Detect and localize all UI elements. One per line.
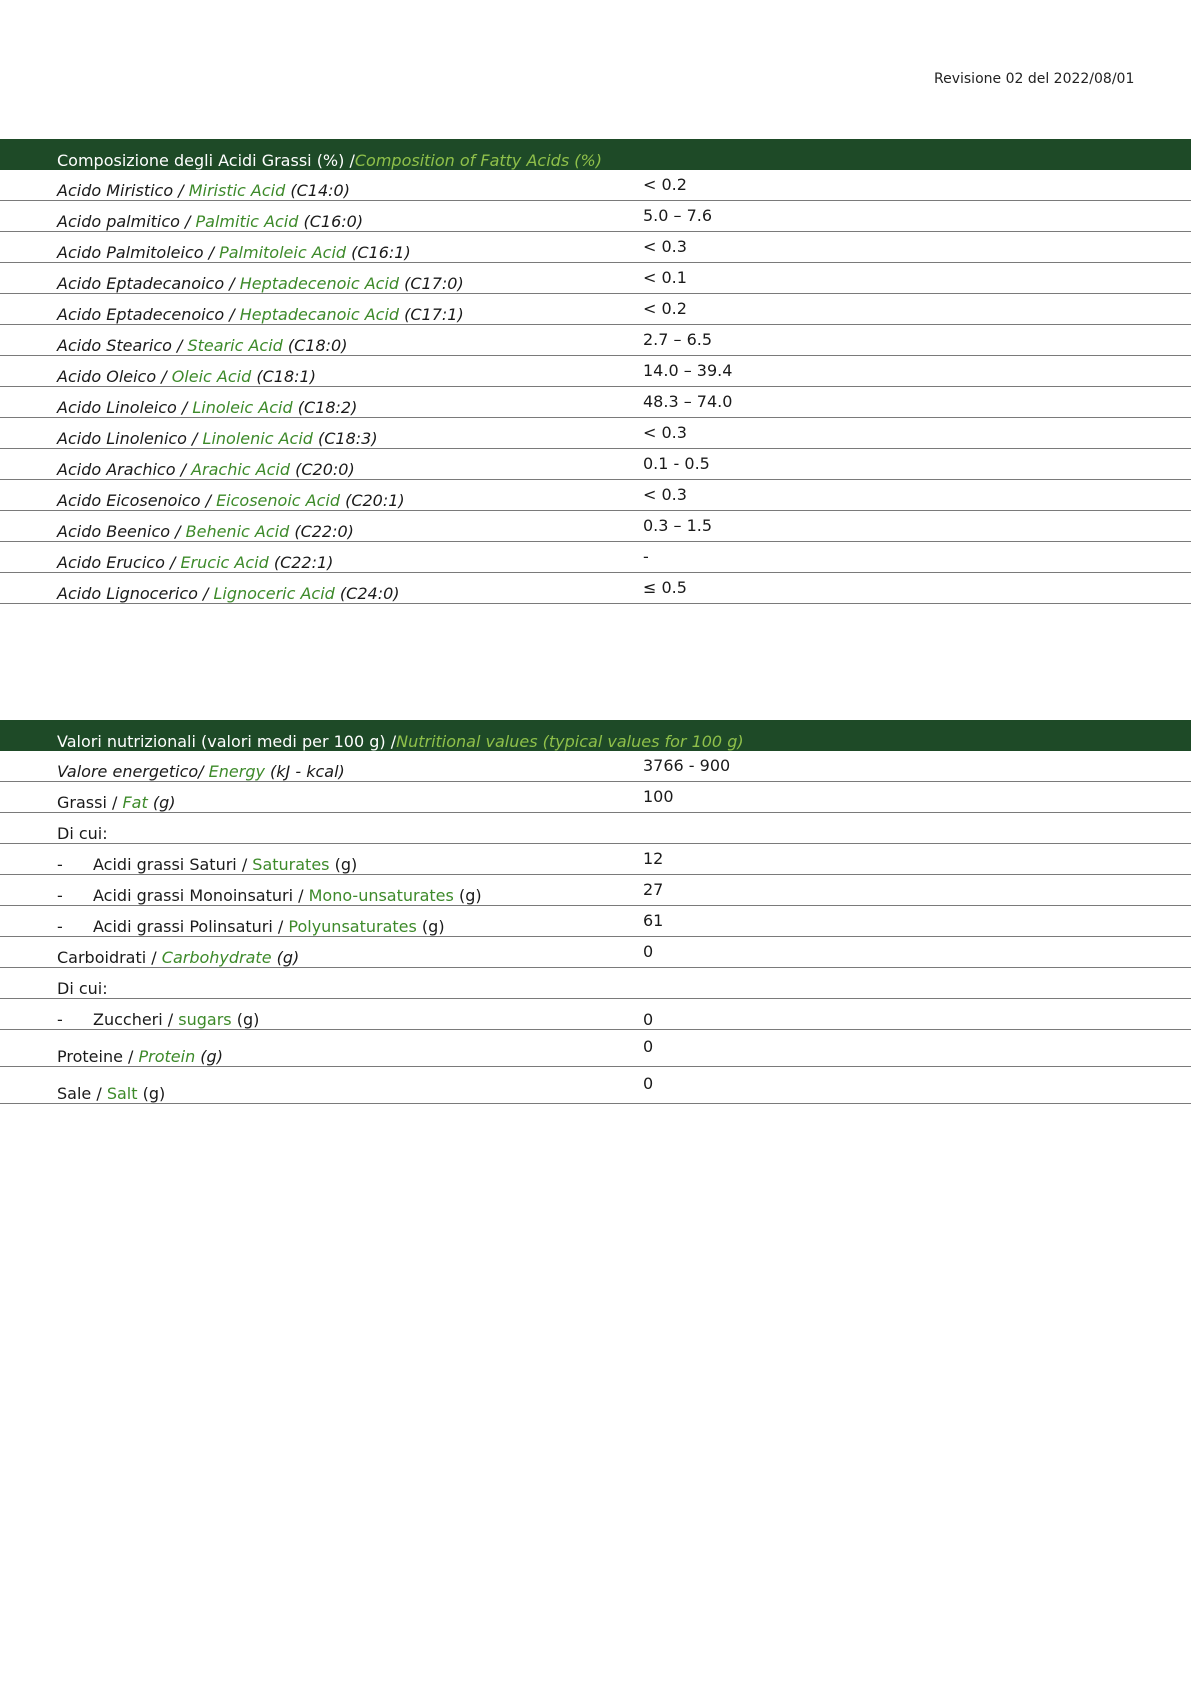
fatty-acid-label: Acido Stearico / Stearic Acid (C18:0) [57, 336, 348, 355]
fatty-acid-label: Acido Linoleico / Linoleic Acid (C18:2) [57, 398, 358, 417]
table-row [0, 573, 1191, 604]
nutrition-header-en: Nutritional values (typical values for 100 g) [396, 732, 744, 751]
table-row [0, 356, 1191, 387]
fatty-acid-label: Acido Arachico / Arachic Acid (C20:0) [57, 460, 355, 479]
fatty-acid-value: 2.7 – 6.5 [643, 330, 713, 349]
fatty-acid-value: 0.3 – 1.5 [643, 516, 713, 535]
protein-label: Proteine / Protein (g) [57, 1047, 223, 1066]
poly-value: 61 [643, 911, 664, 930]
carbs-value: 0 [643, 942, 654, 961]
salt-value: 0 [643, 1074, 654, 1093]
table-row [0, 263, 1191, 294]
sugars-label: Zuccheri / sugars (g) [93, 1010, 260, 1029]
of-which-label: Di cui: [57, 824, 108, 843]
fatty-acid-label: Acido Miristico / Miristic Acid (C14:0) [57, 181, 350, 200]
sugars-value: 0 [643, 1010, 654, 1029]
table-row-protein [0, 1030, 1191, 1067]
fatty-acid-value: ≤ 0.5 [643, 578, 687, 597]
table-row [0, 294, 1191, 325]
mono-label: Acidi grassi Monoinsaturi / Mono-unsaturates (g) [93, 886, 482, 905]
fatty-acid-label: Acido Eptadecanoico / Heptadecenoic Acid (C17:0) [57, 274, 464, 293]
of-which-label: Di cui: [57, 979, 108, 998]
protein-value: 0 [643, 1037, 654, 1056]
carbs-label: Carboidrati / Carbohydrate (g) [57, 948, 300, 967]
table-row [0, 418, 1191, 449]
revision-label: Revisione 02 del 2022/08/01 [934, 71, 1135, 87]
fatty-acid-value: < 0.3 [643, 485, 687, 504]
table-row [0, 201, 1191, 232]
table-row-energy [0, 751, 1191, 782]
bullet-dash: - [57, 1010, 63, 1029]
fatty-acid-value: < 0.3 [643, 237, 687, 256]
fatty-acid-label: Acido Eptadecenoico / Heptadecanoic Acid (C17:1) [57, 305, 464, 324]
table-row-salt [0, 1067, 1191, 1104]
table-row [0, 170, 1191, 201]
fat-value: 100 [643, 787, 674, 806]
fatty-acid-label: Acido Eicosenoico / Eicosenoic Acid (C20:1) [57, 491, 405, 510]
bullet-dash: - [57, 855, 63, 874]
table-row-poly [0, 906, 1191, 937]
fatty-acids-header-it: Composizione degli Acidi Grassi (%) / [57, 151, 355, 170]
nutrition-header [0, 720, 1191, 751]
fatty-acids-header [0, 139, 1191, 170]
fatty-acid-value: 14.0 – 39.4 [643, 361, 733, 380]
fatty-acid-label: Acido Erucico / Erucic Acid (C22:1) [57, 553, 334, 572]
saturates-value: 12 [643, 849, 664, 868]
table-row-of-which [0, 813, 1191, 844]
fatty-acids-rows [0, 170, 1191, 604]
fatty-acid-label: Acido Beenico / Behenic Acid (C22:0) [57, 522, 354, 541]
energy-value: 3766 - 900 [643, 756, 731, 775]
nutrition-table [0, 720, 1191, 1104]
table-row-sugars [0, 999, 1191, 1030]
poly-label: Acidi grassi Polinsaturi / Polyunsaturates (g) [93, 917, 445, 936]
fatty-acids-header-en: Composition of Fatty Acids (%) [354, 151, 602, 170]
fatty-acid-value: 48.3 – 74.0 [643, 392, 733, 411]
fatty-acid-label: Acido Oleico / Oleic Acid (C18:1) [57, 367, 316, 386]
fatty-acid-value: 0.1 - 0.5 [643, 454, 710, 473]
fatty-acid-value: - [643, 547, 649, 566]
table-row-fat [0, 782, 1191, 813]
table-row [0, 325, 1191, 356]
fatty-acid-value: 5.0 – 7.6 [643, 206, 713, 225]
table-row-mono [0, 875, 1191, 906]
fatty-acid-value: < 0.3 [643, 423, 687, 442]
fatty-acid-value: < 0.2 [643, 175, 687, 194]
table-row [0, 387, 1191, 418]
nutrition-header-it: Valori nutrizionali (valori medi per 100 g) / [57, 732, 397, 751]
fatty-acid-label: Acido Palmitoleico / Palmitoleic Acid (C16:1) [57, 243, 411, 262]
fatty-acids-table [0, 139, 1191, 604]
bullet-dash: - [57, 917, 63, 936]
table-row-of-which [0, 968, 1191, 999]
fatty-acid-value: < 0.1 [643, 268, 687, 287]
table-row-saturates [0, 844, 1191, 875]
fatty-acid-label: Acido Linolenico / Linolenic Acid (C18:3) [57, 429, 378, 448]
salt-label: Sale / Salt (g) [57, 1084, 166, 1103]
table-row-carbs [0, 937, 1191, 968]
energy-label: Valore energetico/ Energy (kJ - kcal) [57, 762, 345, 781]
table-row [0, 542, 1191, 573]
fatty-acid-label: Acido Lignocerico / Lignoceric Acid (C24:0) [57, 584, 400, 603]
mono-value: 27 [643, 880, 664, 899]
table-row [0, 449, 1191, 480]
fatty-acid-value: < 0.2 [643, 299, 687, 318]
saturates-label: Acidi grassi Saturi / Saturates (g) [93, 855, 358, 874]
table-row [0, 511, 1191, 542]
bullet-dash: - [57, 886, 63, 905]
fat-label: Grassi / Fat (g) [57, 793, 176, 812]
table-row [0, 232, 1191, 263]
table-row [0, 480, 1191, 511]
fatty-acid-label: Acido palmitico / Palmitic Acid (C16:0) [57, 212, 364, 231]
